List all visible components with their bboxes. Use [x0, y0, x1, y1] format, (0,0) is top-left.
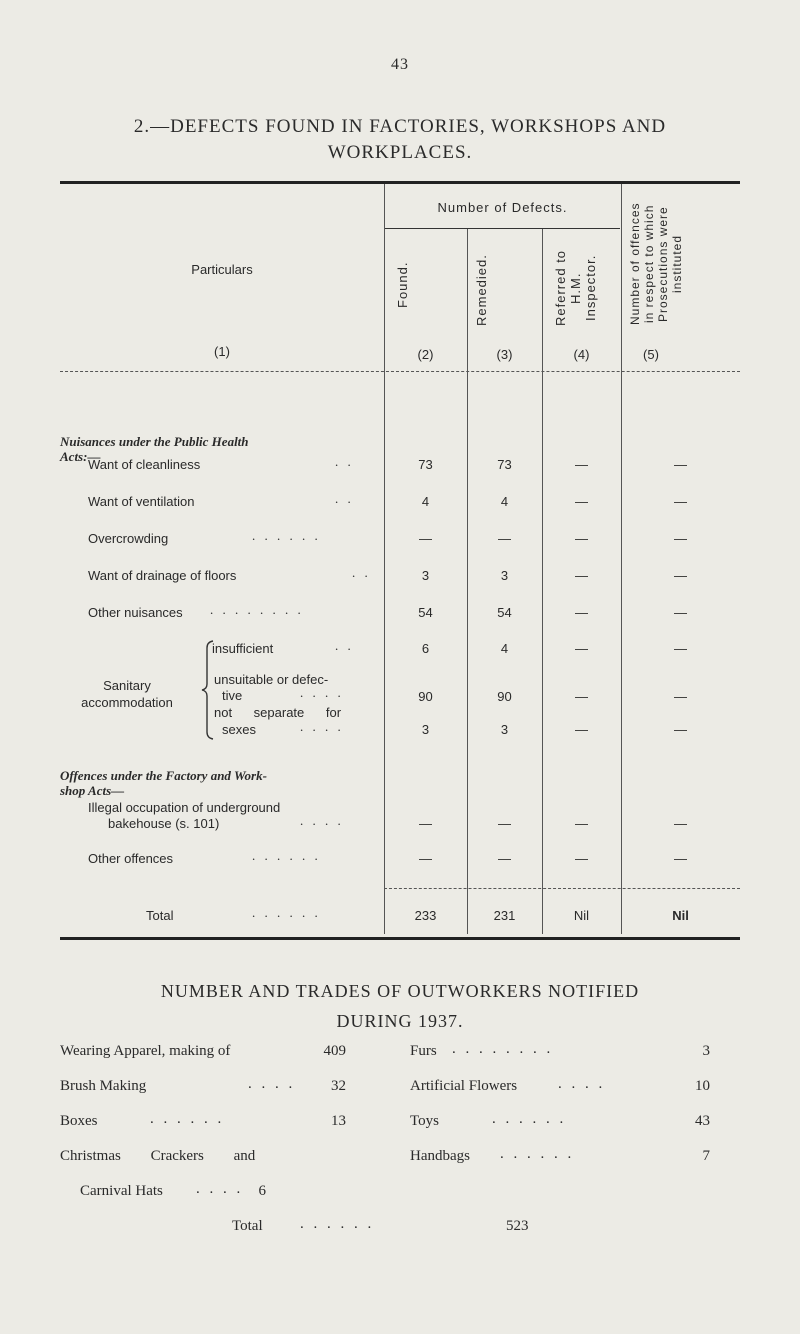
cell-offences: —	[674, 605, 687, 620]
trade-label-line2: Carnival Hats	[80, 1183, 163, 1199]
outworkers-title-line2: DURING 1937.	[336, 1011, 464, 1031]
sanitary-label-line2: accommodation	[81, 695, 173, 710]
row-label: Other nuisances	[88, 605, 183, 620]
table-bottom-rule	[60, 937, 740, 940]
leader-dots: . . . . . .	[252, 848, 321, 863]
trade-label: Furs	[410, 1043, 437, 1059]
cell-found: 3	[421, 722, 430, 737]
header-remedied-num: (3)	[496, 347, 513, 362]
leader-dots: . . . .	[196, 1181, 244, 1197]
outworkers-title	[60, 976, 740, 1036]
row-label-line2: tive	[222, 688, 243, 703]
page-number: 43	[391, 56, 409, 73]
header-bottom-rule	[60, 371, 740, 372]
leader-dots: . . . .	[300, 685, 344, 700]
trade-label-line1: Christmas Crackers and	[60, 1148, 256, 1164]
header-offences	[628, 184, 698, 344]
header-found-num: (2)	[417, 347, 434, 362]
header-number-of-defects: Number of Defects.	[437, 200, 568, 215]
cell-remedied: 4	[500, 494, 509, 509]
trade-value: 32	[331, 1078, 346, 1094]
cell-found: 4	[421, 494, 430, 509]
section-heading-factory	[60, 768, 267, 798]
trade-label: Wearing Apparel, making of	[60, 1043, 231, 1059]
leader-dots: . . . . . .	[300, 1216, 375, 1232]
header-referred-line2: H.M.	[568, 272, 583, 304]
total-remedied: 231	[493, 908, 516, 923]
trade-label: Boxes	[60, 1113, 98, 1129]
cell-found: 73	[418, 457, 433, 472]
cell-referred: —	[575, 816, 588, 831]
trade-value: 3	[702, 1043, 710, 1059]
row-label: Want of drainage of floors	[88, 568, 237, 583]
row-label: Overcrowding	[88, 531, 169, 546]
cell-offences: —	[674, 494, 687, 509]
trade-label: Toys	[410, 1113, 439, 1129]
trade-value: 409	[323, 1043, 346, 1059]
trade-value: 7	[702, 1148, 710, 1164]
section-heading-line2: Acts:—	[60, 449, 101, 464]
row-label: insufficient	[212, 641, 274, 656]
trade-label: Brush Making	[60, 1078, 147, 1094]
cell-remedied: 90	[497, 689, 512, 704]
row-label-line1: Illegal occupation of underground	[88, 800, 281, 815]
outworkers-title-line1: NUMBER AND TRADES OF OUTWORKERS NOTIFIED	[160, 981, 640, 1001]
cell-found: —	[419, 531, 432, 546]
cell-found: 90	[418, 689, 433, 704]
cell-offences: —	[674, 531, 687, 546]
header-offences-line4: instituted	[670, 234, 684, 294]
cell-remedied: —	[498, 851, 511, 866]
cell-remedied: —	[498, 816, 511, 831]
cell-found: 3	[421, 568, 430, 583]
leader-dots: . . . . . .	[492, 1111, 567, 1127]
header-offences-num: (5)	[643, 347, 659, 362]
leader-dots: . . . . . .	[500, 1146, 575, 1162]
trade-value: 10	[695, 1078, 710, 1094]
leader-dots: . . . .	[300, 813, 344, 828]
header-particulars-num: (1)	[214, 344, 230, 359]
total-found: 233	[414, 908, 437, 923]
cell-offences: —	[674, 851, 687, 866]
total-offences: Nil	[672, 908, 689, 923]
cell-found: 54	[418, 605, 433, 620]
leader-dots: . . . . . .	[252, 905, 321, 920]
sanitary-label-line1: Sanitary	[103, 678, 151, 693]
leader-dots: . . . . . . . .	[452, 1041, 554, 1057]
total-label: Total	[146, 908, 174, 923]
trade-value: 43	[695, 1113, 710, 1129]
leader-dots: . .	[352, 565, 371, 580]
section-heading-line1: Nuisances under the Public Health	[60, 434, 249, 449]
leader-dots: . .	[335, 454, 354, 469]
header-referred-line3: Inspector.	[583, 254, 598, 322]
header-offences-line2: in respect to which	[642, 204, 656, 324]
header-referred	[553, 238, 613, 338]
row-label: Want of ventilation	[88, 494, 195, 509]
total-referred: Nil	[573, 908, 590, 923]
leader-dots: . . . .	[558, 1076, 606, 1092]
cell-found: 6	[421, 641, 430, 656]
section-heading-line1: Offences under the Factory and Work-	[60, 768, 267, 783]
leader-dots: . . . . . .	[150, 1111, 225, 1127]
leader-dots: . . . . . . . .	[210, 602, 304, 617]
cell-remedied: 3	[500, 568, 509, 583]
trade-value: 6	[258, 1183, 266, 1199]
cell-referred: —	[575, 689, 588, 704]
cell-found: —	[419, 816, 432, 831]
section-heading-line2: shop Acts—	[60, 783, 125, 798]
header-offences-line3: Prosecutions were	[656, 206, 670, 322]
cell-offences: —	[674, 689, 687, 704]
cell-referred: —	[575, 722, 588, 737]
header-referred-line1: Referred to	[553, 249, 568, 327]
total-rule	[384, 888, 740, 889]
header-found: Found.	[395, 261, 410, 309]
cell-offences: —	[674, 816, 687, 831]
cell-remedied: 4	[500, 641, 509, 656]
trade-value: 13	[331, 1113, 346, 1129]
row-label-line1: not separate for	[214, 705, 342, 720]
cell-found: —	[419, 851, 432, 866]
cell-referred: —	[575, 851, 588, 866]
sanitary-group-label	[52, 677, 202, 711]
header-sub-rule	[384, 228, 620, 229]
outworkers-total-label: Total	[232, 1218, 263, 1234]
leader-dots: . .	[335, 491, 354, 506]
cell-referred: —	[575, 641, 588, 656]
trade-label: Artificial Flowers	[410, 1078, 518, 1094]
header-referred-num: (4)	[573, 347, 590, 362]
leader-dots: . . . .	[300, 719, 344, 734]
cell-offences: —	[674, 568, 687, 583]
cell-referred: —	[575, 531, 588, 546]
row-label-line1: unsuitable or defec-	[214, 672, 329, 687]
cell-offences: —	[674, 457, 687, 472]
cell-remedied: 3	[500, 722, 509, 737]
cell-remedied: 73	[497, 457, 512, 472]
row-label-line2: sexes	[222, 722, 256, 737]
cell-remedied: —	[498, 531, 511, 546]
cell-remedied: 54	[497, 605, 512, 620]
header-particulars: Particulars	[191, 262, 253, 277]
leader-dots: . .	[335, 638, 354, 653]
leader-dots: . . . .	[248, 1076, 296, 1092]
cell-offences: —	[674, 722, 687, 737]
cell-referred: —	[575, 457, 588, 472]
row-label-line2: bakehouse (s. 101)	[108, 816, 220, 831]
header-remedied: Remedied.	[474, 254, 489, 326]
cell-referred: —	[575, 568, 588, 583]
leader-dots: . . . . . .	[252, 528, 321, 543]
cell-referred: —	[575, 494, 588, 509]
cell-offences: —	[674, 641, 687, 656]
trade-label: Handbags	[410, 1148, 470, 1164]
row-label: Other offences	[88, 851, 174, 866]
cell-referred: —	[575, 605, 588, 620]
outworkers-total-value: 523	[506, 1218, 529, 1234]
row-label: Want of cleanliness	[88, 457, 201, 472]
header-offences-line1: Number of offences	[628, 202, 642, 326]
page-title: 2.—DEFECTS FOUND IN FACTORIES, WORKSHOPS AND WORKPLACES.	[133, 116, 667, 163]
